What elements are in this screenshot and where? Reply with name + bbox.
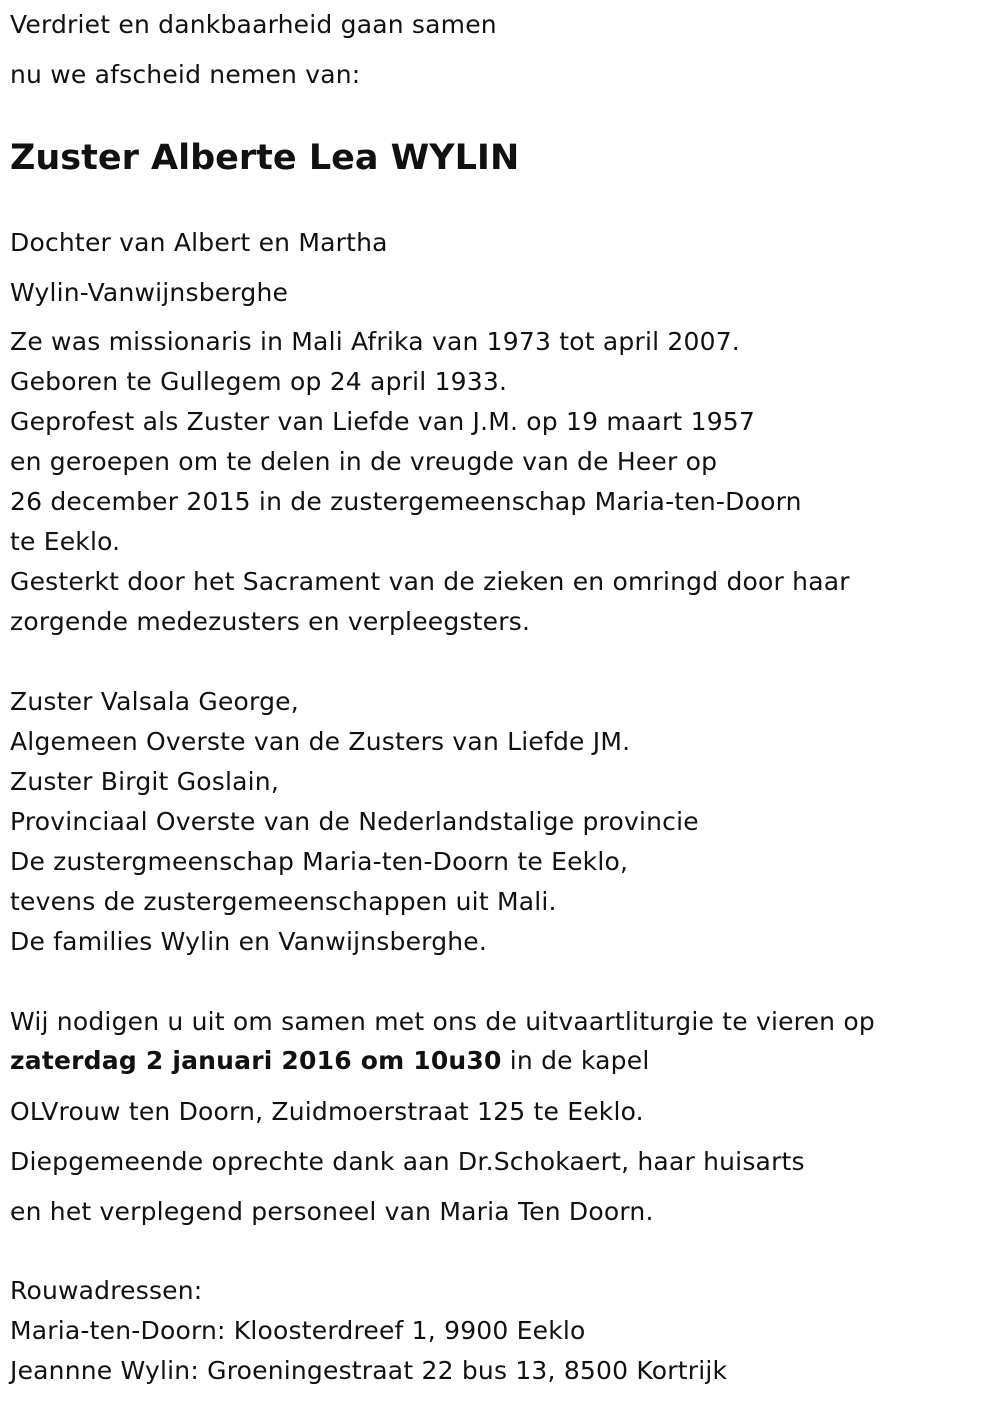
mourner-line: Provinciaal Overste van de Nederlandstalige provincie [10,807,699,836]
invitation-line-2 [10,1046,649,1076]
intro-line-1: Verdriet en dankbaarheid gaan samen [10,10,497,39]
funeral-date: zaterdag 2 januari 2016 om 10u30 [10,1046,502,1075]
mourner-line: De zustergmeenschap Maria-ten-Doorn te Eeklo, [10,847,629,876]
biography-line: Ze was missionaris in Mali Afrika van 1973 tot april 2007. [10,327,740,356]
biography-line: Gesterkt door het Sacrament van de zieken en omringd door haar [10,567,850,596]
mourner-line: De families Wylin en Vanwijnsberghe. [10,927,488,956]
parents-line-1: Dochter van Albert en Martha [10,228,388,257]
mourner-line: Zuster Valsala George, [10,687,299,716]
deceased-name: Zuster Alberte Lea WYLIN [10,138,520,178]
biography-line: zorgende medezusters en verpleegsters. [10,607,531,636]
biography-line: en geroepen om te delen in de vreugde van de Heer op [10,447,718,476]
intro-line-2: nu we afscheid nemen van: [10,60,361,89]
invitation-location-start: in de kapel [501,1046,650,1075]
biography-line: Geprofest als Zuster van Liefde van J.M. op 19 maart 1957 [10,407,756,436]
mourner-line: tevens de zustergemeenschappen uit Mali. [10,887,557,916]
mourner-line: Algemeen Overste van de Zusters van Liefde JM. [10,727,631,756]
invitation-line-1: Wij nodigen u uit om samen met ons de uitvaartliturgie te vieren op [10,1007,875,1036]
addresses-heading: Rouwadressen: [10,1276,203,1305]
parents-line-2: Wylin-Vanwijnsberghe [10,278,289,307]
mourner-line: Zuster Birgit Goslain, [10,767,279,796]
thanks-line-1: Diepgemeende oprechte dank aan Dr.Schokaert, haar huisarts [10,1147,805,1176]
biography-line: 26 december 2015 in de zustergemeenschap Maria-ten-Doorn [10,487,802,516]
biography-line: Geboren te Gullegem op 24 april 1933. [10,367,508,396]
address-line: Jeannne Wylin: Groeningestraat 22 bus 13, 8500 Kortrijk [10,1356,728,1385]
thanks-line-2: en het verplegend personeel van Maria Ten Doorn. [10,1197,654,1226]
biography-line: te Eeklo. [10,527,121,556]
address-line: Maria-ten-Doorn: Kloosterdreef 1, 9900 Eeklo [10,1316,586,1345]
invitation-line-3: OLVrouw ten Doorn, Zuidmoerstraat 125 te Eeklo. [10,1097,644,1126]
